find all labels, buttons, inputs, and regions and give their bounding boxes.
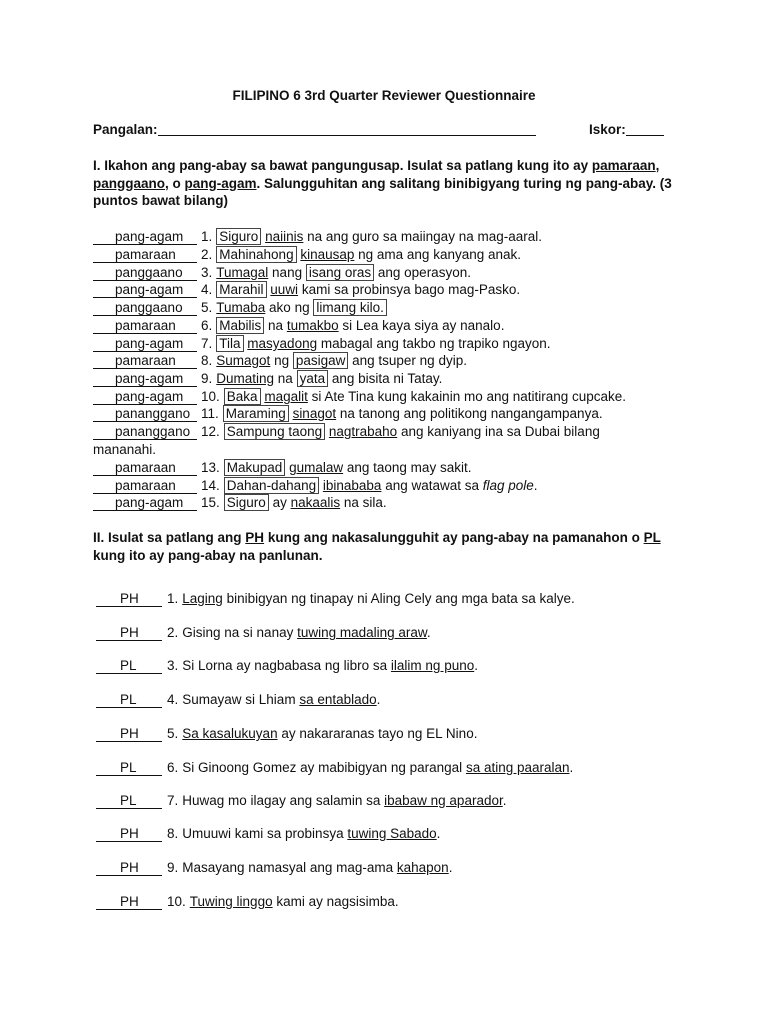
item-text: si Ate Tina kung kakainin mo ang natitirang cupcake.	[307, 389, 627, 404]
item-number: 10.	[167, 894, 186, 909]
answer-blank[interactable]: pang-agam	[93, 372, 197, 387]
item-number: 8.	[201, 353, 213, 368]
page-title: FILIPINO 6 3rd Quarter Reviewer Questionnaire	[232, 88, 536, 103]
item-text: na	[264, 318, 287, 333]
item-text: na tanong ang politikong nangangampanya.	[336, 406, 603, 421]
item-text: .	[533, 478, 538, 493]
italic-text: flag pole	[482, 478, 534, 493]
boxed-adverb: Maraming	[223, 405, 289, 422]
underlined-word: ibinababa	[322, 478, 382, 493]
instruction-text: ,	[655, 158, 660, 173]
score-field[interactable]	[589, 122, 664, 137]
list-item	[93, 477, 538, 495]
underlined-word: Tuwing linggo	[189, 894, 273, 909]
answer-blank[interactable]: pamaraan	[93, 319, 197, 334]
answer-blank[interactable]: pananggano	[93, 425, 197, 440]
underlined-word: nagtrabaho	[328, 424, 398, 439]
list-item	[96, 792, 506, 809]
answer-blank[interactable]: panggaano	[93, 301, 197, 316]
answer-blank[interactable]: PH	[96, 827, 162, 842]
item-text: kami sa probinsya bago mag-Pasko.	[298, 282, 521, 297]
item-number: 14.	[201, 478, 220, 493]
list-item	[96, 624, 431, 641]
list-item	[93, 335, 551, 353]
answer-blank[interactable]: PL	[96, 659, 162, 674]
item-text: Gising na si nanay	[182, 625, 298, 640]
boxed-adverb: Siguro	[216, 228, 261, 245]
item-text: binibigyan ng tinapay ni Aling Cely ang mga bata sa kalye.	[222, 591, 575, 606]
item-number: 5.	[201, 300, 213, 315]
instruction-text: kung ito ay pang-abay na panlunan.	[93, 547, 323, 563]
answer-blank[interactable]: pang-agam	[93, 496, 197, 511]
underlined-word: sa ating paaralan	[465, 760, 570, 775]
item-number: 3.	[167, 658, 179, 673]
item-text: .	[502, 793, 507, 808]
item-text: ang bisita ni Tatay.	[328, 371, 443, 386]
item-number: 8.	[167, 826, 179, 841]
boxed-adverb: Marahil	[216, 281, 266, 298]
underlined-word: nakaalis	[290, 495, 341, 510]
list-item	[96, 759, 573, 776]
underlined-word: gumalaw	[289, 460, 344, 475]
list-item	[93, 405, 603, 423]
item-text: ng ama ang kanyang anak.	[354, 247, 522, 262]
underlined-word: kahapon	[396, 860, 449, 875]
underlined-word: Sa kasalukuyan	[182, 726, 278, 741]
item-text: ang kaniyang ina sa Dubai bilang	[397, 424, 600, 439]
answer-blank[interactable]: pang-agam	[93, 390, 197, 405]
part2-instructions	[93, 529, 673, 564]
boxed-adverb: Siguro	[224, 494, 269, 511]
underlined-word: ilalim ng puno	[390, 658, 475, 673]
list-item	[96, 691, 380, 708]
boxed-adverb: Makupad	[224, 459, 286, 476]
item-number: 6.	[167, 760, 179, 775]
answer-blank[interactable]: pang-agam	[93, 337, 197, 352]
list-item	[96, 859, 452, 876]
underlined-word: uuwi	[270, 282, 299, 297]
underlined-word: sinagot	[292, 406, 337, 421]
answer-blank[interactable]: PL	[96, 693, 162, 708]
item-number: 12.	[201, 424, 220, 439]
answer-blank[interactable]: PH	[96, 626, 162, 641]
list-item	[93, 246, 521, 264]
underlined-word: Tumaba	[216, 300, 266, 315]
list-item	[93, 281, 520, 299]
underlined-word: Tumagal	[216, 265, 269, 280]
list-item	[93, 228, 542, 246]
instruction-keyword: PH	[245, 530, 265, 545]
list-item	[93, 388, 626, 406]
list-item	[96, 825, 440, 842]
item-number: 15.	[201, 495, 220, 510]
boxed-adverb: Baka	[224, 388, 261, 405]
list-item	[93, 370, 442, 388]
item-number: 4.	[201, 282, 213, 297]
item-number: 1.	[201, 229, 213, 244]
underlined-word: tuwing Sabado	[347, 826, 437, 841]
answer-blank[interactable]: pamaraan	[93, 461, 197, 476]
list-item	[93, 264, 471, 282]
item-number: 9.	[167, 860, 179, 875]
item-text: kami ay nagsisimba.	[272, 894, 399, 909]
list-item	[96, 893, 399, 910]
item-text: Umuuwi kami sa probinsya	[182, 826, 348, 841]
boxed-adverb: limang kilo.	[313, 299, 387, 316]
instruction-keyword: panggaano	[93, 175, 166, 191]
item-text: ang watawat sa	[381, 478, 483, 493]
item-text: Huwag mo ilagay ang salamin sa	[182, 793, 385, 808]
boxed-adverb: Tila	[216, 335, 243, 352]
answer-blank[interactable]: panggaano	[93, 266, 197, 281]
underlined-word: masyadong	[247, 336, 318, 351]
item-text: .	[426, 625, 431, 640]
list-item	[96, 725, 477, 742]
item-text: ang taong may sakit.	[343, 460, 472, 475]
item-number: 1.	[167, 591, 179, 606]
answer-blank[interactable]: pamaraan	[93, 248, 197, 263]
underlined-word: ibabaw ng aparador	[384, 793, 503, 808]
underlined-word: Sumagot	[216, 353, 271, 368]
instruction-text: . Salungguhitan ang salitang binibigyang turing ng pang-abay. (3 puntos bawat bilang)	[93, 175, 672, 208]
answer-blank[interactable]: PL	[96, 794, 162, 809]
boxed-adverb: Mahinahong	[216, 246, 296, 263]
item-number: 7.	[167, 793, 179, 808]
item-text: .	[436, 826, 441, 841]
boxed-adverb: Mabilis	[216, 317, 264, 334]
item-text: Si Ginoong Gomez ay mabibigyan ng parangal	[182, 760, 466, 775]
underlined-word: Laging	[182, 591, 223, 606]
instruction-text: I. Ikahon ang pang-abay sa bawat pangungusap. Isulat sa patlang kung ito ay	[93, 158, 592, 173]
item-number: 2.	[201, 247, 213, 262]
list-item	[93, 423, 600, 441]
list-item	[93, 317, 504, 335]
answer-blank[interactable]: PL	[96, 761, 162, 776]
answer-blank[interactable]: PH	[96, 861, 162, 876]
item-number: 10.	[201, 389, 220, 404]
item-text: si Lea kaya siya ay nanalo.	[338, 318, 505, 333]
item-text: mabagal ang takbo ng trapiko ngayon.	[317, 336, 551, 351]
boxed-adverb: pasigaw	[293, 352, 349, 369]
answer-blank[interactable]: PH	[96, 895, 162, 910]
item-number: 13.	[201, 460, 220, 475]
item-number: 2.	[167, 625, 179, 640]
item-text: .	[474, 658, 478, 673]
underlined-word: Dumating	[216, 371, 275, 386]
list-item	[93, 494, 387, 512]
underlined-word: naiinis	[265, 229, 304, 244]
list-item	[96, 590, 575, 607]
item-text: ang operasyon.	[374, 265, 471, 280]
item-text: na	[274, 371, 297, 386]
item-number: 6.	[201, 318, 213, 333]
name-field[interactable]	[93, 122, 536, 137]
list-item	[93, 459, 471, 477]
answer-blank[interactable]: PH	[96, 727, 162, 742]
item-text: ng	[270, 353, 293, 368]
answer-blank[interactable]: pang-agam	[93, 283, 197, 298]
item-text: ang tsuper ng dyip.	[348, 353, 467, 368]
item-number: 3.	[201, 265, 213, 280]
item-text: ay nakararanas tayo ng EL Nino.	[277, 726, 478, 741]
name-blank[interactable]	[158, 122, 536, 136]
item-text: .	[376, 692, 381, 707]
list-item	[93, 352, 467, 370]
underlined-word: sa entablado	[299, 692, 377, 707]
item-text: Sumayaw si Lhiam	[182, 692, 300, 707]
underlined-word: kinausap	[300, 247, 355, 262]
item-text: ako ng	[265, 300, 314, 315]
item-number: 7.	[201, 336, 213, 351]
item-number: 9.	[201, 371, 213, 386]
boxed-adverb: isang oras	[306, 264, 374, 281]
boxed-adverb: Sampung taong	[224, 423, 325, 440]
instruction-text: , o	[165, 175, 185, 191]
answer-blank[interactable]: PH	[96, 592, 162, 607]
list-item	[93, 299, 387, 317]
item-number: 4.	[167, 692, 179, 707]
boxed-adverb: yata	[297, 370, 329, 387]
instruction-keyword: PL	[643, 530, 661, 545]
answer-blank[interactable]: pang-agam	[93, 230, 197, 245]
instruction-keyword: pamaraan	[591, 158, 656, 173]
answer-blank[interactable]: pamaraan	[93, 479, 197, 494]
name-label: Pangalan:	[93, 122, 158, 137]
item-text: nang	[268, 265, 306, 280]
underlined-word: tumakbo	[286, 318, 339, 333]
item-number: 5.	[167, 726, 179, 741]
item-text: Masayang namasyal ang mag-ama	[182, 860, 397, 875]
item-text: Si Lorna ay nagbabasa ng libro sa	[182, 658, 391, 673]
item-continuation: mananahi.	[93, 442, 157, 457]
instruction-text: kung ang nakasalungguhit ay pang-abay na pamanahon o	[264, 530, 644, 545]
part1-instructions	[93, 157, 673, 210]
underlined-word: tuwing madaling araw	[297, 625, 427, 640]
item-text: ay	[268, 495, 291, 510]
answer-blank[interactable]: pamaraan	[93, 354, 197, 369]
instruction-keyword: pang-agam	[184, 175, 257, 191]
score-label: Iskor:	[589, 122, 626, 137]
boxed-adverb: Dahan-dahang	[224, 477, 319, 494]
item-text: na sila.	[340, 495, 387, 510]
score-blank[interactable]	[626, 122, 664, 136]
list-item	[96, 657, 478, 674]
answer-blank[interactable]: pananggano	[93, 407, 197, 422]
instruction-text: II. Isulat sa patlang ang	[93, 530, 246, 545]
underlined-word: magalit	[264, 389, 308, 404]
item-text: .	[448, 860, 453, 875]
item-text: .	[569, 760, 574, 775]
item-number: 11.	[201, 406, 219, 421]
item-text: na ang guro sa maiingay na mag-aaral.	[303, 229, 542, 244]
